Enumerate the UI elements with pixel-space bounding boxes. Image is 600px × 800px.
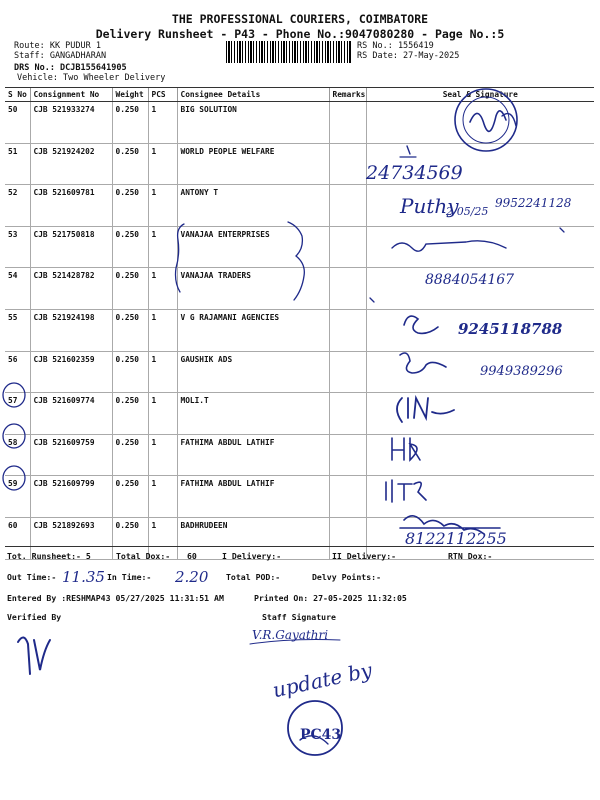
handwritten-date: 2/05/25: [446, 205, 489, 218]
column-header: Consignment No: [30, 88, 112, 102]
weight: 0.250: [112, 185, 148, 227]
column-header: Weight: [112, 88, 148, 102]
weight: 0.250: [112, 476, 148, 518]
pieces: 1: [148, 102, 177, 144]
company-title: THE PROFESSIONAL COURIERS, COIMBATORE: [171, 12, 429, 26]
serial-number: 51: [5, 143, 30, 185]
handwritten-phone: 9245118788: [458, 320, 563, 338]
total-dox-value: 60: [187, 551, 197, 561]
route-label: Route: KK PUDUR 1: [14, 41, 101, 51]
i-delivery: I Delivery:-: [222, 551, 282, 561]
printed-on: Printed On: 27-05-2025 11:32:05: [254, 593, 407, 603]
column-header: Seal & Signature: [366, 88, 594, 102]
total-dox-label: Total Dox:-: [116, 551, 171, 561]
handwritten-phone: 9952241128: [495, 196, 572, 210]
handwritten-phone: 8884054167: [425, 272, 515, 288]
update-by-note: update by: [270, 657, 375, 703]
consignee: BADHRUDEEN: [177, 517, 329, 559]
weight: 0.250: [112, 434, 148, 476]
total-runsheet: Tot. Runsheet:- 5: [7, 551, 91, 561]
in-time-label: In Time:-: [107, 572, 152, 582]
pieces: 1: [148, 309, 177, 351]
column-header: Consignee Details: [177, 88, 329, 102]
consignment-number: CJB 521750818: [30, 226, 112, 268]
pieces: 1: [148, 226, 177, 268]
ii-delivery: II Delivery:-: [332, 551, 397, 561]
drs-label: DRS No.: DCJB155641905: [14, 63, 127, 73]
pieces: 1: [148, 393, 177, 435]
consignee: FATHIMA ABDUL LATHIF: [177, 434, 329, 476]
consignee: WORLD PEOPLE WELFARE: [177, 143, 329, 185]
pieces: 1: [148, 351, 177, 393]
consignment-number: CJB 521924202: [30, 143, 112, 185]
consignee: FATHIMA ABDUL LATHIF: [177, 476, 329, 518]
consignee: BIG SOLUTION: [177, 102, 329, 144]
pieces: 1: [148, 434, 177, 476]
consignee: GAUSHIK ADS: [177, 351, 329, 393]
handwritten-out-time: 11.35: [62, 568, 105, 586]
column-header: PCS: [148, 88, 177, 102]
consignment-number: CJB 521924198: [30, 309, 112, 351]
consignee: V G RAJAMANI AGENCIES: [177, 309, 329, 351]
column-header: S No: [5, 88, 30, 102]
pieces: 1: [148, 268, 177, 310]
rs-date: RS Date: 27-May-2025: [357, 51, 460, 61]
consignment-number: CJB 521892693: [30, 517, 112, 559]
runsheet-subtitle: Delivery Runsheet - P43 - Phone No.:9047080280 - Page No.:5: [95, 27, 505, 41]
serial-number: 52: [5, 185, 30, 227]
consignment-number: CJB 521933274: [30, 102, 112, 144]
serial-number: 55: [5, 309, 30, 351]
verified-by-label: Verified By: [7, 612, 62, 622]
weight: 0.250: [112, 143, 148, 185]
consignment-number: CJB 521609774: [30, 393, 112, 435]
weight: 0.250: [112, 102, 148, 144]
serial-number: 56: [5, 351, 30, 393]
column-header: Remarks: [329, 88, 366, 102]
consignee: ANTONY T: [177, 185, 329, 227]
staff-label: Staff: GANGADHARAN: [14, 51, 107, 61]
rs-number: RS No.: 1556419: [357, 41, 434, 51]
consignee: VANAJAA ENTERPRISES: [177, 226, 329, 268]
serial-number: 59: [5, 476, 30, 518]
weight: 0.250: [112, 226, 148, 268]
delvy-points: Delvy Points:-: [312, 572, 382, 582]
serial-number: 57: [5, 393, 30, 435]
handwritten-phone: 9949389296: [480, 364, 563, 379]
company-seal-stamp: [455, 89, 517, 151]
pieces: 1: [148, 517, 177, 559]
weight: 0.250: [112, 268, 148, 310]
serial-number: 58: [5, 434, 30, 476]
serial-number: 60: [5, 517, 30, 559]
serial-number: 50: [5, 102, 30, 144]
out-time-label: Out Time:-: [7, 572, 57, 582]
handwritten-phone: 24734569: [366, 162, 463, 184]
serial-number: 54: [5, 268, 30, 310]
pieces: 1: [148, 476, 177, 518]
entered-by: Entered By :RESHMAP43 05/27/2025 11:31:51 AM: [7, 593, 224, 603]
consignee: MOLI.T: [177, 393, 329, 435]
vehicle-label: Vehicle: Two Wheeler Delivery: [17, 73, 166, 83]
weight: 0.250: [112, 517, 148, 559]
consignment-number: CJB 521602359: [30, 351, 112, 393]
rtn-dox: RTN Dox:-: [448, 551, 493, 561]
handwritten-phone: 8122112255: [405, 529, 507, 548]
pieces: 1: [148, 185, 177, 227]
consignment-number: CJB 521609781: [30, 185, 112, 227]
consignment-number: CJB 521609759: [30, 434, 112, 476]
total-pod: Total POD:-: [226, 572, 281, 582]
handwritten-signature: Puthy: [400, 194, 459, 218]
consignment-number: CJB 521428782: [30, 268, 112, 310]
serial-number: 53: [5, 226, 30, 268]
consignee: VANAJAA TRADERS: [177, 268, 329, 310]
handwritten-in-time: 2.20: [175, 568, 209, 586]
staff-signature-label: Staff Signature: [262, 612, 336, 622]
weight: 0.250: [112, 351, 148, 393]
pieces: 1: [148, 143, 177, 185]
weight: 0.250: [112, 393, 148, 435]
weight: 0.250: [112, 309, 148, 351]
stamp-code: PC43: [300, 727, 342, 743]
consignment-number: CJB 521609799: [30, 476, 112, 518]
staff-handwritten-signature: V.R.Gayathri: [252, 628, 329, 642]
